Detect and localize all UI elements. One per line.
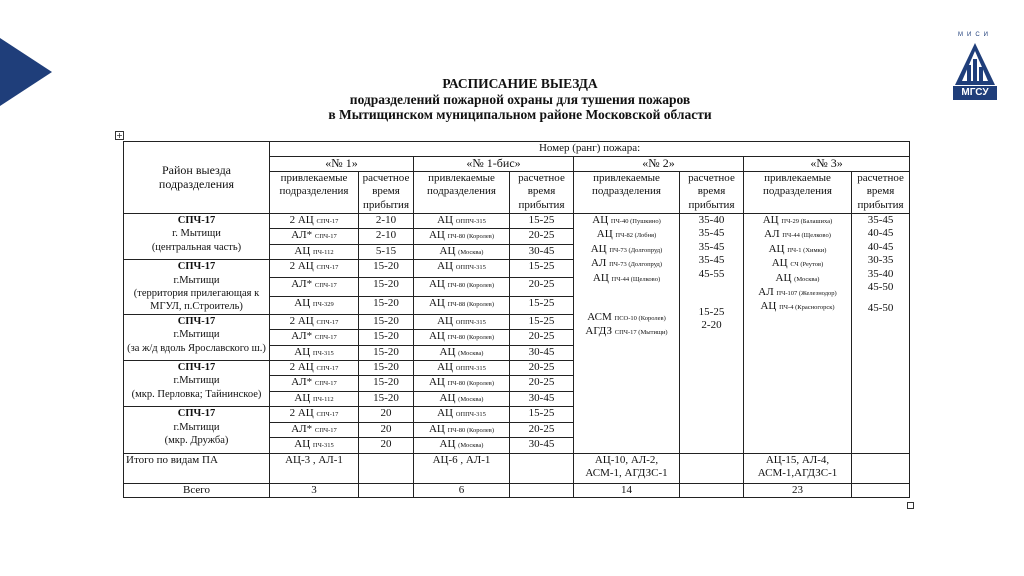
rank3-time: 30-35 xyxy=(867,254,894,267)
header-rank-2: «№ 2» xyxy=(574,157,744,172)
rank1bis-unit: АЦ (Москва) xyxy=(414,391,510,406)
grand-rank-3: 23 xyxy=(744,483,852,497)
district-line: (мкр. Перловка; Тайнинское) xyxy=(131,388,262,400)
rank1-time: 15-20 xyxy=(359,330,414,345)
header-rank-1: «№ 1» xyxy=(270,157,414,172)
header-units: привлекаемые подразделения xyxy=(270,172,359,214)
district-cell xyxy=(124,314,270,360)
title-line-3: в Мытищинском муниципальном районе Московской области xyxy=(328,107,712,122)
rank1bis-time: 20-25 xyxy=(510,229,574,244)
grand-rank-1: 3 xyxy=(270,483,359,497)
rank1-time: 15-20 xyxy=(359,260,414,278)
rank2-time: 2-20 xyxy=(701,319,722,332)
rank1bis-unit: АЦ (Москва) xyxy=(414,438,510,453)
rank2-unit: АГДЗ СПЧ-17 (Мытищи) xyxy=(585,325,668,338)
logo-abbr: МГСУ xyxy=(953,86,997,100)
rank1bis-unit: АЦ ОППЧ-315 xyxy=(414,361,510,376)
district-cell xyxy=(124,361,270,407)
rank1-time: 20 xyxy=(359,438,414,453)
rank1bis-unit: АЦ ОППЧ-315 xyxy=(414,214,510,229)
rank1bis-time: 20-25 xyxy=(510,278,574,296)
title-line-1: РАСПИСАНИЕ ВЫЕЗДА xyxy=(442,76,598,91)
rank2-unit: АЦ ПЧ-82 (Лобня) xyxy=(596,228,657,241)
table-move-handle-icon[interactable]: + xyxy=(116,131,123,140)
rank2-time: 35-40 xyxy=(698,214,725,226)
rank1-time: 20 xyxy=(359,422,414,437)
totals-rank-3: АЦ-15, АЛ-4, АСМ-1,АГДЗС-1 xyxy=(744,453,852,483)
rank1bis-unit: АЦ ПЧ-80 (Королев) xyxy=(414,330,510,345)
rank2-unit: АЦ ПЧ-40 (Пушкино) xyxy=(592,214,661,226)
logo-letters: МИСИ xyxy=(958,32,992,38)
totals-rank-1bis: АЦ-6 , АЛ-1 xyxy=(414,453,510,483)
rank1-unit: АЦ ПЧ-112 xyxy=(270,244,359,259)
district-cell xyxy=(124,260,270,315)
rank2-unit: АЦ ПЧ-73 (Долгопруд) xyxy=(590,242,663,255)
rank1-unit: 2 АЦ СПЧ-17 xyxy=(270,214,359,229)
rank3-unit: АЦ ПЧ-29 (Балашиха) xyxy=(762,214,833,226)
rank2-time-column xyxy=(680,214,744,454)
rank1-time: 15-20 xyxy=(359,278,414,296)
title-line-2: подразделений пожарной охраны для тушения пожаров xyxy=(349,91,691,107)
rank2-time: 35-45 xyxy=(698,240,725,253)
district-name: СПЧ-17 xyxy=(177,261,216,273)
mgsu-logo xyxy=(950,32,1000,102)
rank3-time: 35-45 xyxy=(867,214,894,226)
district-name: СПЧ-17 xyxy=(177,215,216,226)
rank1-unit: АЛ* СПЧ-17 xyxy=(270,278,359,296)
rank1bis-unit: АЦ ОППЧ-315 xyxy=(414,407,510,422)
district-line: (центральная часть) xyxy=(151,241,242,253)
rank3-time: 45-50 xyxy=(867,302,894,315)
rank2-time: 45-55 xyxy=(698,267,725,280)
district-cell xyxy=(124,407,270,453)
header-units: привлекаемые подразделения xyxy=(414,172,510,214)
rank1bis-time: 20-25 xyxy=(510,376,574,391)
rank3-unit: АЦ ПЧ-4 (Красногорск) xyxy=(760,300,835,313)
district-cell xyxy=(124,214,270,260)
rank2-units-column xyxy=(574,214,680,454)
grand-rank-2: 14 xyxy=(574,483,680,497)
district-line: (за ж/д вдоль Ярославского ш.) xyxy=(127,342,266,354)
totals-rank-2: АЦ-10, АЛ-2, АСМ-1, АГДЗС-1 xyxy=(574,453,680,483)
nav-arrow-icon xyxy=(0,38,52,106)
rank3-time: 35-40 xyxy=(867,267,894,280)
rank3-time: 40-45 xyxy=(867,227,894,240)
totals-label: Итого по видам ПА xyxy=(124,453,270,483)
rank1bis-unit: АЦ ПЧ-80 (Королев) xyxy=(414,422,510,437)
rank1bis-time: 15-25 xyxy=(510,296,574,314)
rank1-unit: АЛ* СПЧ-17 xyxy=(270,422,359,437)
rank1-unit: АЛ* СПЧ-17 xyxy=(270,376,359,391)
rank1bis-unit: АЦ (Москва) xyxy=(414,345,510,360)
district-line: г.Мытищи xyxy=(173,329,220,341)
rank3-time: 40-45 xyxy=(867,240,894,253)
rank1bis-unit: АЦ ПЧ-88 (Королев) xyxy=(414,296,510,314)
rank2-time: 35-45 xyxy=(698,254,725,267)
district-line: (территория прилегающая к МГУЛ, п.Строитель) xyxy=(133,288,260,313)
district-name: СПЧ-17 xyxy=(177,408,216,420)
rank1-unit: АЦ ПЧ-315 xyxy=(270,345,359,360)
rank2-time: 15-25 xyxy=(698,306,725,319)
district-line: г.Мытищи xyxy=(173,274,220,286)
rank1-unit: АЦ ПЧ-329 xyxy=(270,296,359,314)
header-rank-1bis: «№ 1-бис» xyxy=(414,157,574,172)
rank2-unit: АСМ ПСО-10 (Королев) xyxy=(587,311,666,324)
header-rank-3: «№ 3» xyxy=(744,157,910,172)
document-title xyxy=(200,76,840,123)
rank1bis-time: 30-45 xyxy=(510,391,574,406)
rank1bis-time: 20-25 xyxy=(510,330,574,345)
rank1-unit: АЛ* СПЧ-17 xyxy=(270,330,359,345)
district-name: СПЧ-17 xyxy=(177,362,216,374)
rank1-time: 15-20 xyxy=(359,296,414,314)
rank3-time: 45-50 xyxy=(867,281,894,294)
header-time: расчетное время прибытия xyxy=(680,172,744,214)
rank1bis-unit: АЦ (Москва) xyxy=(414,244,510,259)
building-icon xyxy=(953,41,997,85)
rank3-unit: АЦ ПЧ-1 (Химки) xyxy=(768,242,827,255)
grand-rank-1bis: 6 xyxy=(414,483,510,497)
rank1bis-unit: АЦ ПЧ-80 (Королев) xyxy=(414,376,510,391)
rank1bis-time: 30-45 xyxy=(510,244,574,259)
rank1-time: 15-20 xyxy=(359,376,414,391)
totals-rank-1: АЦ-3 , АЛ-1 xyxy=(270,453,359,483)
rank1bis-time: 15-25 xyxy=(510,260,574,278)
rank1bis-time: 15-25 xyxy=(510,214,574,229)
rank1-unit: АЛ* СПЧ-17 xyxy=(270,229,359,244)
rank1-time: 15-20 xyxy=(359,314,414,329)
district-line: г.Мытищи xyxy=(173,421,220,433)
rank1bis-unit: АЦ ПЧ-80 (Королев) xyxy=(414,229,510,244)
header-time: расчетное время прибытия xyxy=(359,172,414,214)
rank1-time: 15-20 xyxy=(359,391,414,406)
header-fire-number: Номер (ранг) пожара: xyxy=(270,142,910,157)
rank1bis-time: 15-25 xyxy=(510,314,574,329)
grand-label: Всего xyxy=(124,483,270,497)
header-time: расчетное время прибытия xyxy=(852,172,910,214)
rank1-time: 2-10 xyxy=(359,214,414,229)
rank2-unit: АЛ ПЧ-73 (Долгопруд) xyxy=(590,257,663,270)
district-line: г. Мытищи xyxy=(172,228,221,240)
rank1-time: 15-20 xyxy=(359,361,414,376)
rank3-time-column xyxy=(852,214,910,454)
rank1-time: 2-10 xyxy=(359,229,414,244)
rank1bis-time: 20-25 xyxy=(510,361,574,376)
rank1bis-unit: АЦ ОППЧ-315 xyxy=(414,260,510,278)
rank3-unit: АЛ ПЧ-44 (Щелково) xyxy=(764,228,831,241)
header-units: привлекаемые подразделения xyxy=(744,172,852,214)
header-time: расчетное время прибытия xyxy=(510,172,574,214)
header-units: привлекаемые подразделения xyxy=(574,172,680,214)
rank1bis-time: 20-25 xyxy=(510,422,574,437)
rank1-time: 5-15 xyxy=(359,244,414,259)
rank1-time: 15-20 xyxy=(359,345,414,360)
rank1-unit: 2 АЦ СПЧ-17 xyxy=(270,260,359,278)
rank2-unit: АЦ ПЧ-44 (Щелково) xyxy=(592,271,661,284)
rank3-units-column xyxy=(744,214,852,454)
rank1-unit: 2 АЦ СПЧ-17 xyxy=(270,314,359,329)
district-line: (мкр. Дружба) xyxy=(164,435,229,447)
rank1-unit: 2 АЦ СПЧ-17 xyxy=(270,407,359,422)
rank1bis-unit: АЦ ОППЧ-315 xyxy=(414,314,510,329)
rank3-unit: АЦ (Москва) xyxy=(775,271,820,284)
rank1bis-time: 30-45 xyxy=(510,345,574,360)
rank1bis-time: 30-45 xyxy=(510,438,574,453)
rank3-unit: АЦ СЧ (Реутов) xyxy=(771,257,824,270)
rank3-unit: АЛ ПЧ-107 (Железнодор) xyxy=(758,286,837,299)
district-name: СПЧ-17 xyxy=(177,315,216,327)
header-district: Район выезда подразделения xyxy=(124,142,270,214)
rank1-unit: АЦ ПЧ-112 xyxy=(270,391,359,406)
rank1bis-unit: АЦ ПЧ-80 (Королев) xyxy=(414,278,510,296)
rank2-time: 35-45 xyxy=(698,227,725,240)
rank1-unit: 2 АЦ СПЧ-17 xyxy=(270,361,359,376)
rank1bis-time: 15-25 xyxy=(510,407,574,422)
table-resize-handle-icon[interactable] xyxy=(907,502,914,509)
schedule-table xyxy=(123,141,910,498)
district-line: г.Мытищи xyxy=(173,375,220,387)
rank1-time: 20 xyxy=(359,407,414,422)
rank1-unit: АЦ ПЧ-315 xyxy=(270,438,359,453)
